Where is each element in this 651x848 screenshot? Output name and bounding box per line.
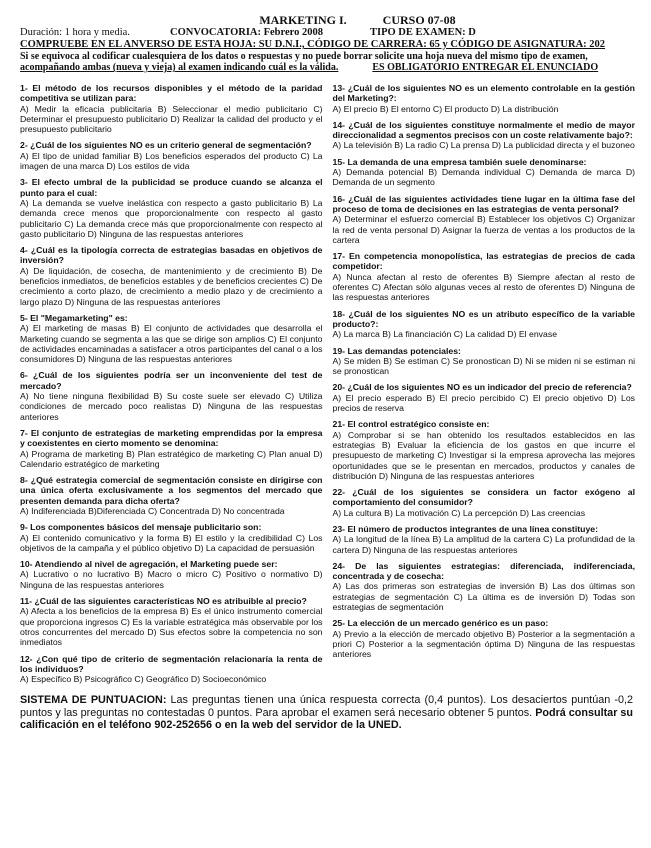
question-options: A) Afecta a los beneficios de la empresa B) Es el único instrumento comercial que proporciona ingresos C) Es la variable estratégica más observable por los otros concurrentes del mercado D) Sus efectos sobre la competencia no son inmediatos (20, 606, 323, 648)
question-options: A) De liquidación, de cosecha, de mantenimiento y de crecimiento B) De beneficios inmediatos, de beneficios estables y de beneficios crecientes C) De crecimiento a corto plazo, de crecimiento a medio plazo y de crecimiento a largo plazo D) Ninguna de las respuestas anteriores (20, 265, 323, 307)
results-notice: Podrá consultar su calificación en el teléfono 902-252656 o en la web del servidor de la UNED. (20, 706, 634, 732)
scoring-system (20, 694, 635, 732)
question-stem: 15- La demanda de una empresa también suele denominarse: (332, 156, 587, 167)
question-stem: 20- ¿Cuál de los siguientes NO es un indicador del precio de referencia? (332, 382, 632, 393)
question-stem: 17- En competencia monopolística, las estrategias de precios de cada competidor: (332, 251, 635, 272)
question-stem: 9- Los componentes básicos del mensaje publicitario son: (20, 522, 262, 533)
question-stem: 3- El efecto umbral de la publicidad se produce cuando se alcanza el punto para el cual: (20, 177, 323, 198)
exam-duration: Duración: 1 hora y media. (20, 27, 130, 38)
question-item (333, 157, 636, 188)
question-options: A) Previo a la elección de mercado objetivo B) Posterior a la segmentación a priori C) Posterior a la segmentación óptima D) Ninguna de las respuestas anteriores (332, 628, 635, 660)
header-info-row (20, 27, 635, 39)
warning-line-2: acompañando ambas (nueva y vieja) al examen indicando cuál es la válida. (20, 62, 339, 73)
question-item (20, 475, 323, 516)
question-options: A) La longitud de la línea B) La amplitud de la cartera C) La profundidad de la cartera D) Ninguna de las respuestas anteriores (332, 534, 635, 555)
question-item (333, 487, 636, 518)
question-item (20, 177, 323, 239)
question-options: A) El tipo de unidad familiar B) Los beneficios esperados del producto C) La imagen de una marca D) Los estilos de vida (20, 150, 323, 172)
question-stem: 12- ¿Con qué tipo de criterio de segmentación relacionaría la renta de los individuos? (20, 653, 323, 674)
question-stem: 16- ¿Cuál de las siguientes actividades tiene lugar en la última fase del proceso de toma de decisiones en las estrategias de venta personal? (332, 193, 635, 214)
question-options: A) El precio esperado B) El precio percibido C) El precio objetivo D) Los precios de reserva (332, 392, 635, 414)
question-stem: 18- ¿Cuál de los siguientes NO es un atributo específico de la variable producto?: (332, 308, 635, 329)
question-item (333, 346, 636, 377)
question-options: A) Se miden B) Se estiman C) Se pronostican D) Ni se miden ni se estiman ni se pronostican (332, 355, 635, 377)
question-options: A) No tiene ninguna flexibilidad B) Su coste suele ser elevado C) Utiliza condiciones de mercado poco realistas D) Ninguna de las respuestas anteriores (20, 391, 323, 422)
question-item (20, 522, 323, 553)
question-stem: 13- ¿Cuál de los siguientes NO es un elemento controlable en la gestión del Marketing?: (332, 83, 635, 104)
question-options: A) La demanda se vuelve inelástica con respecto a gasto publicitario B) La demanda crece menos que proporcionalmente con respecto al gasto publicitario C) La demanda crece más que proporcionalmente con respecto al gasto publicitario D) Ninguna de las respuestas anteriores (20, 197, 323, 239)
question-stem: 25- La elección de un mercado genérico es un paso: (332, 618, 549, 629)
question-options: A) La televisión B) La radio C) La prensa D) La publicidad directa y el buzoneo (332, 140, 635, 151)
question-stem: 5- El "Megamarketing" es: (20, 312, 128, 323)
exam-header (20, 14, 635, 73)
scoring-label: SISTEMA DE PUNTUACION: (20, 694, 167, 707)
questions-right-column (333, 83, 636, 690)
question-stem: 7- El conjunto de estrategias de marketing emprendidas por la empresa y coexistentes en cierto momento se denomina: (20, 427, 323, 449)
question-options: A) Indiferenciada B)Diferenciada C) Concentrada D) No concentrada (20, 505, 285, 516)
warning-line-2-row (20, 62, 635, 73)
question-item (333, 309, 636, 340)
exam-call: CONVOCATORIA: Febrero 2008 (170, 27, 324, 38)
question-stem: 23- El número de productos integrantes de una línea constituye: (332, 523, 598, 534)
question-item (20, 83, 323, 134)
question-stem: 19- Las demandas potenciales: (332, 345, 461, 356)
question-stem: 8- ¿Qué estrategia comercial de segmentación consiste en dirigirse con una única oferta exclusivamente a los segmentos del mercado que presenten demanda para dicha oferta? (20, 475, 323, 506)
question-options: A) Lucrativo o no lucrativo B) Macro o micro C) Positivo o normativo D) Ninguna de las respuestas anteriores (20, 569, 323, 590)
question-options: A) El contenido comunicativo y la forma B) El estilo y la credibilidad C) Los objetivos de la campaña y el público objetivo D) La capacidad de persuasión (20, 532, 323, 553)
question-item (333, 194, 636, 245)
question-options: A) Determinar el esfuerzo comercial B) Establecer los objetivos C) Organizar la red de venta personal D) Asignar la fuerza de ventas a los productos de la cartera (332, 214, 635, 245)
question-options: A) Medir la eficacia publicitaria B) Seleccionar el medio publicitario C) Determinar el presupuesto publicitario D) Realizar la calidad del producto y el presupuesto publicitario (20, 103, 323, 135)
question-stem: 21- El control estratégico consiste en: (332, 419, 490, 430)
subject-title: MARKETING I. (259, 13, 347, 27)
question-item (333, 251, 636, 302)
warning-line-1: Si se equivoca al codificar cualesquiera de los datos o respuestas y no puede borrar solicite una hoja nueva del mismo tipo de examen, (20, 51, 588, 62)
question-item (333, 120, 636, 151)
question-item (333, 419, 636, 481)
question-stem: 4- ¿Cuál es la tipología correcta de estrategias basadas en objetivos de inversión? (20, 245, 323, 266)
question-item (20, 245, 323, 307)
question-options: A) Comprobar si se han obtenido los resultados establecidos en las estrategias B) Evaluar la eficiencia de los gastos en que incurre el presupuesto de marketing C) Investigar si la empresa aprovecha las mejores oportunidades que se le presentan en mercados, productos y canales de distribución D) Ninguna de las respuestas anteriores (332, 429, 635, 481)
question-item (20, 370, 323, 421)
question-options: A) Programa de marketing B) Plan estratégico de marketing C) Plan anual D) Calendario estratégico de marketing (20, 448, 323, 469)
check-instructions: COMPRUEBE EN EL ANVERSO DE ESTA HOJA: SU D.N.I., CÓDIGO DE CARRERA: 65 y CÓDIGO DE ASIGNATURA: 202 (20, 39, 606, 50)
question-options: A) El marketing de masas B) El conjunto de actividades que desarrolla el Marketing cuando se segmenta a las que se dirige son amplios C) El conjunto de actividades encaminadas a satisfacer a otros participantes del canal o a los consumidores D) Ninguna de las respuestas anteriores (20, 323, 323, 365)
question-stem: 10- Atendiendo al nivel de agregación, el Marketing puede ser: (20, 559, 278, 570)
question-item (333, 83, 636, 114)
question-options: A) El precio B) El entorno C) El producto D) La distribución (332, 103, 559, 114)
scoring-text: Las preguntas tienen una única respuesta correcta (0,4 puntos). Los desaciertos puntúan -0,2 puntos y las preguntas no contestadas 0 puntos. Para aprobar el examen será necesario obtener 5 puntos. (20, 694, 633, 719)
questions-area (20, 83, 635, 690)
question-options: A) Específico B) Psicográfico C) Geográfico D) Socioeconómico (20, 674, 267, 685)
exam-type: TIPO DE EXAMEN: D (370, 27, 476, 38)
question-options: A) La marca B) La financiación C) La calidad D) El envase (332, 329, 558, 340)
course-year: CURSO 07-08 (382, 13, 456, 27)
mandatory-notice: ES OBLIGATORIO ENTREGAR EL ENUNCIADO (372, 62, 599, 73)
question-item (20, 313, 323, 364)
question-stem: 14- ¿Cuál de los siguientes constituye normalmente el medio de mayor direccionalidad a segmentos precisos con un coste relativamente bajo?: (332, 119, 635, 141)
question-stem: 2- ¿Cuál de los siguientes NO es un criterio general de segmentación? (20, 140, 312, 151)
question-stem: 1- El método de los recursos disponibles y el método de la paridad competitiva se utilizan para: (20, 83, 323, 104)
question-stem: 22- ¿Cuál de los siguientes se considera un factor exógeno al comportamiento del consumidor? (332, 487, 635, 508)
question-options: A) Las dos primeras son estrategias de inversión B) Las dos últimas son estrategias de segmentación C) La última es de inversión D) Todas son estrategias de segmentación (332, 581, 635, 613)
question-stem: 11- ¿Cuál de las siguientes características NO es atribuible al precio? (20, 596, 307, 607)
question-item (333, 618, 636, 659)
header-title-row (80, 14, 635, 27)
question-options: A) Nunca afectan al resto de oferentes B) Siempre afectan al resto de oferentes C) Afectan sólo algunas veces al resto de oferentes D) Ninguna de las respuestas anteriores (332, 271, 635, 303)
question-item (20, 559, 323, 590)
questions-left-column (20, 83, 323, 690)
question-item (333, 561, 636, 612)
question-item (333, 382, 636, 413)
question-stem: 6- ¿Cuál de los siguientes podría ser un inconveniente del test de mercado? (20, 370, 323, 391)
question-item (333, 524, 636, 555)
question-item (20, 654, 323, 685)
question-options: A) La cultura B) La motivación C) La percepción D) Las creencias (332, 507, 586, 518)
question-stem: 24- De las siguientes estrategias: diferenciada, indiferenciada, concentrada y de cosecha: (332, 560, 635, 582)
question-options: A) Demanda potencial B) Demanda individual C) Demanda de marca D) Demanda de un segmento (332, 167, 635, 188)
question-item (20, 596, 323, 647)
question-item (20, 428, 323, 469)
question-item (20, 140, 323, 171)
